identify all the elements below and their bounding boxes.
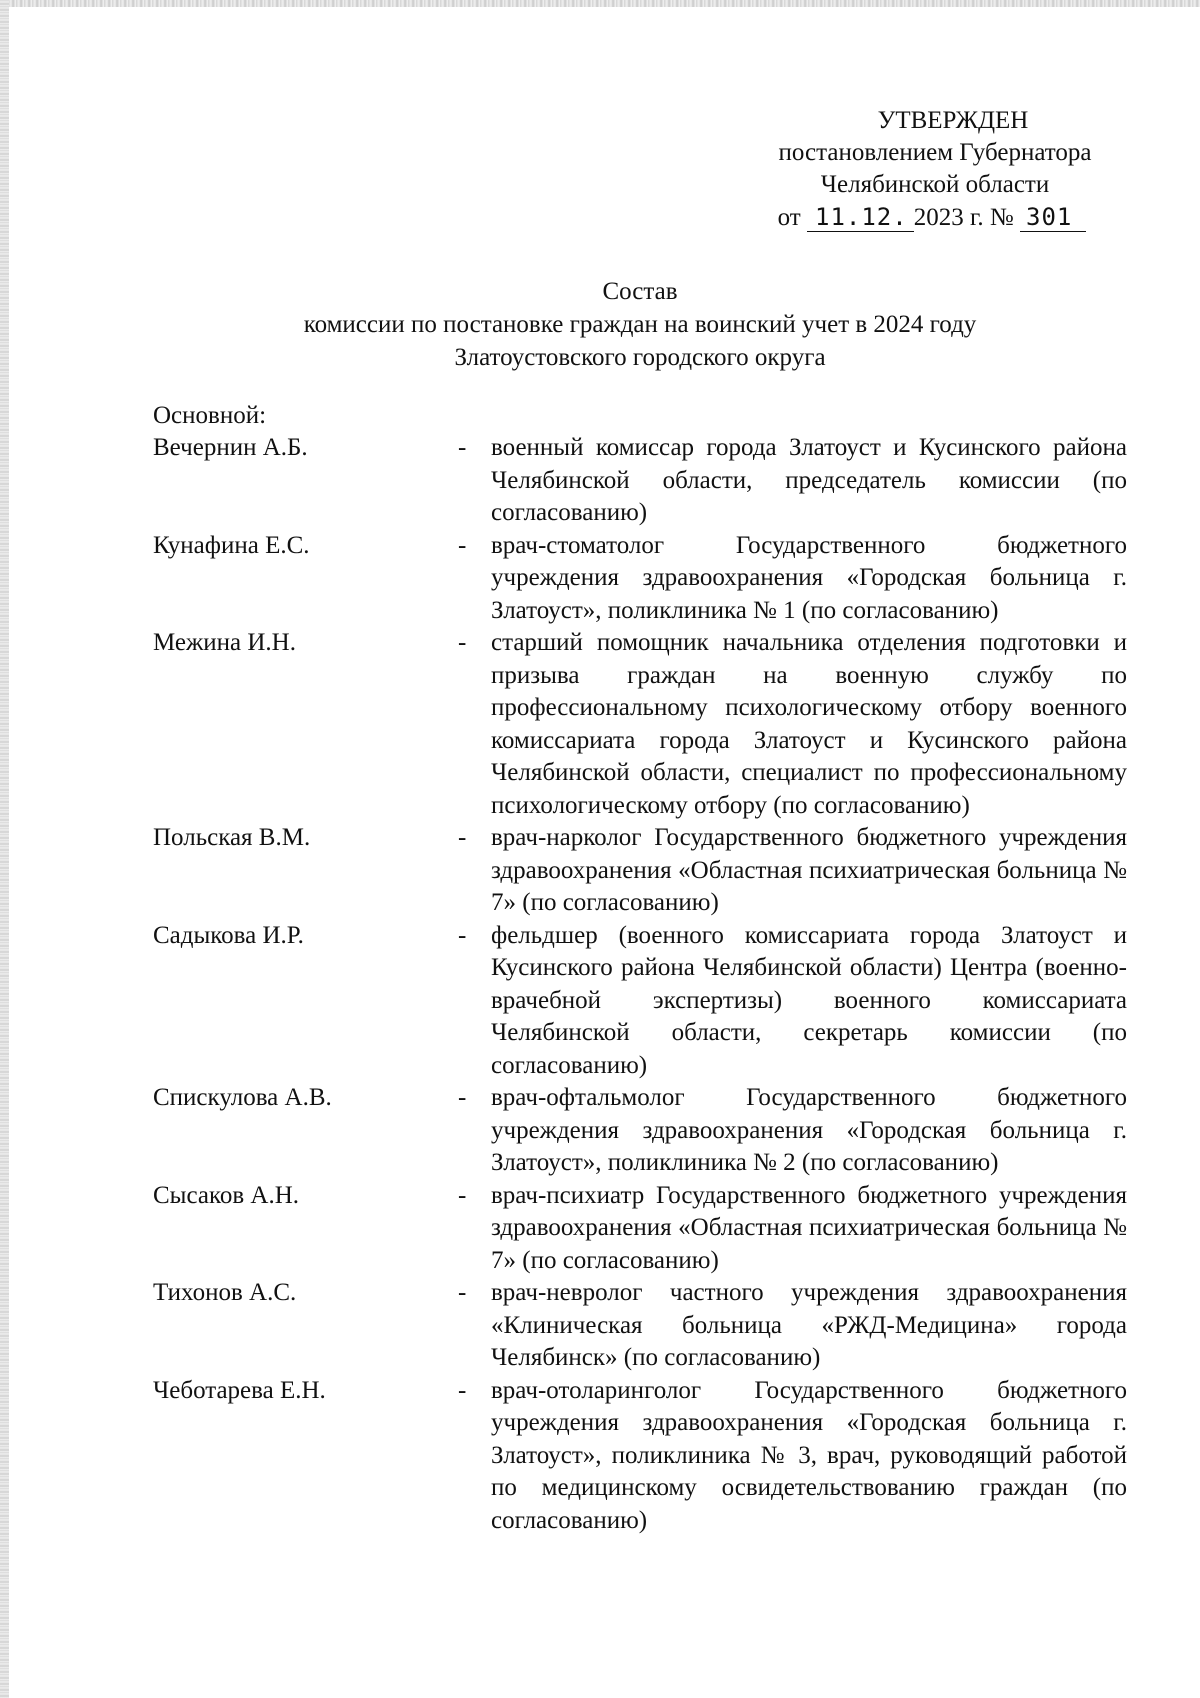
document-heading [150,275,1130,374]
member-role: врач-психиатр Государственного бюджетного учреждения здравоохранения «Областная психиатрическая больница № 7» (по согласованию) [491,1181,1127,1274]
member-dash: - [458,1181,467,1209]
member-role: врач-невролог частного учреждения здравоохранения «Клиническая больница «РЖД-Медицина» города Челябинск» (по согласованию) [491,1279,1127,1371]
member-name: Чеботарева Е.Н. [153,1376,326,1404]
member-row [153,822,1133,920]
member-role: военный комиссар города Златоуст и Кусинского района Челябинской области, председатель комиссии (по согласованию) [491,434,1127,526]
member-role: врач-офтальмолог Государственного бюджетного учреждения здравоохранения «Городская больница г. Златоуст», поликлиника № 2 (по согласованию) [491,1084,1127,1176]
member-row [153,920,1133,1083]
member-row [153,627,1133,822]
member-row [153,432,1133,530]
member-dash: - [458,629,467,656]
decree-number: 301 [1020,203,1086,232]
date-prefix: от [777,204,801,231]
heading-title: Состав [602,278,678,305]
member-name: Садыкова И.Р. [153,921,304,949]
member-dash: - [458,1279,467,1306]
member-row [153,1277,1133,1375]
member-name: Вечернин А.Б. [153,434,308,461]
member-role: врач-нарколог Государственного бюджетного учреждения здравоохранения «Областная психиатрическая больница № 7» (по согласованию) [491,824,1127,916]
section-label: Основной: [153,402,267,429]
member-name: Тихонов А.С. [153,1279,297,1306]
member-dash: - [458,531,467,559]
member-role: врач-отоларинголог Государственного бюджетного учреждения здравоохранения «Городская больница г. Златоуст», поликлиника № 3, врач, руководящий работой по медицинскому освидетельствованию граждан (по согласованию) [491,1376,1127,1534]
approval-stamp [745,105,1125,234]
member-row [153,1180,1133,1278]
approval-line-decree: постановлением Губернатора [778,139,1092,166]
approval-date-line [739,201,1125,234]
member-row [153,1375,1133,1538]
members-list [153,432,1133,1537]
member-name: Сысаков А.Н. [153,1181,300,1209]
member-role: врач-стоматолог Государственного бюджетного учреждения здравоохранения «Городская больница г. Златоуст», поликлиника № 1 (по согласованию) [491,531,1127,624]
heading-subtitle: комиссии по постановке граждан на воинский учет в 2024 году [303,311,977,338]
member-dash: - [458,1376,467,1404]
member-dash: - [458,434,467,461]
member-name: Польская В.М. [153,824,311,851]
approval-line-region: Челябинской области [820,171,1050,198]
member-name: Спискулова А.В. [153,1084,332,1111]
member-row [153,1082,1133,1180]
member-dash: - [458,921,467,949]
member-row [153,530,1133,628]
approval-title: УТВЕРЖДЕН [877,107,1029,134]
member-role: фельдшер (военного комиссариата города Златоуст и Кусинского района Челябинской области) Центра (военно-врачебной экспертизы) военного комиссариата Челябинской области, секретарь комиссии (по согласованию) [491,921,1127,1079]
member-dash: - [458,1084,467,1111]
date-value: 11.12. [807,203,914,232]
date-year: 2023 г. № [913,204,1014,231]
member-role: старший помощник начальника отделения подготовки и призыва граждан на военную службу по профессиональному психологическому отбору военного комиссариата города Златоуст и Кусинского района Челябинской области, специалист по профессиональному психологическому отбору (по согласованию) [491,629,1127,819]
member-name: Кунафина Е.С. [153,531,310,559]
member-dash: - [458,824,467,851]
member-name: Межина И.Н. [153,629,296,656]
heading-district: Златоустовского городского округа [454,344,826,371]
